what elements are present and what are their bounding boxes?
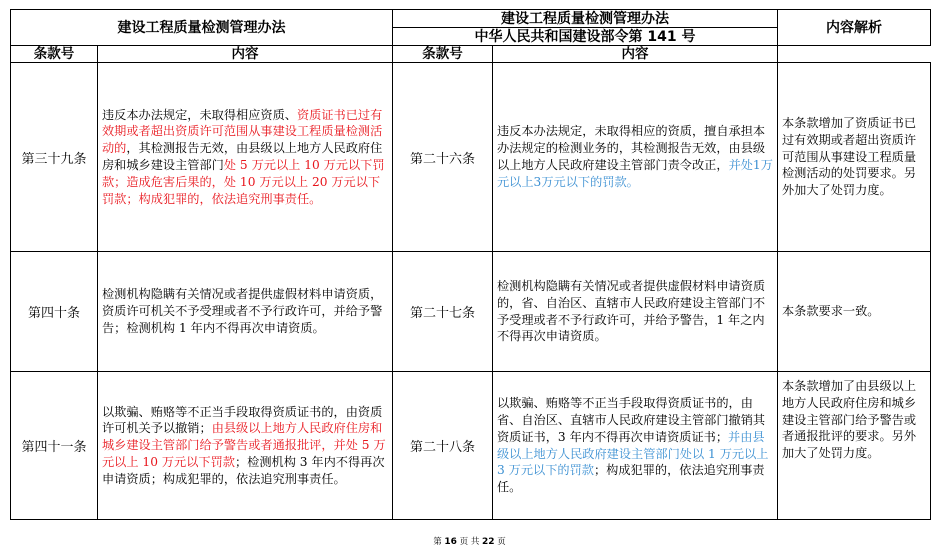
table-row: [11, 63, 931, 252]
page-footer: 第 16 页 共 22 页: [433, 537, 506, 547]
col-header-article-old: 条款号: [393, 46, 493, 63]
col-header-content-new: 内容: [98, 46, 393, 63]
analysis-text: 本条款增加了资质证书已过有效期或者超出资质许可范围从事建设工程质量检测活动的处罚要求。另外加大了处罚力度。: [778, 63, 931, 252]
old-article-number: 第二十八条: [393, 372, 493, 520]
header-row-3: [11, 46, 931, 63]
col-header-content-old: 内容: [493, 46, 778, 63]
new-article-text: 以欺骗、贿赂等不正当手段取得资质证书的，由资质许可机关予以撤销；由县级以上地方人民政府住房和城乡建设主管部门给予警告或者通报批评，并处 5 万元以上 10 万元以下罚款；检测机构 3 年内不得再次申请资质；构成犯罪的，依法追究刑事责任。: [98, 372, 393, 520]
new-article-text: 检测机构隐瞒有关情况或者提供虚假材料申请资质，资质许可机关不予受理或者不予行政许可，并给予警告；检测机构 1 年内不得再次申请资质。: [98, 252, 393, 372]
new-regulation-title: 建设工程质量检测管理办法: [11, 10, 393, 46]
old-article-text: 违反本办法规定，未取得相应的资质，擅自承担本办法规定的检测业务的，其检测报告无效，由县级以上地方人民政府建设主管部门责令改正，并处1万元以上3万元以下的罚款。: [493, 63, 778, 252]
comparison-table: [10, 9, 931, 520]
old-article-text: 检测机构隐瞒有关情况或者提供虚假材料申请资质的，省、自治区、直辖市人民政府建设主管部门不予受理或者不予行政许可，并给予警告，1 年之内不得再次申请资质。: [493, 252, 778, 372]
old-regulation-subtitle: 中华人民共和国建设部令第 141 号: [393, 28, 778, 46]
analysis-text: 本条款要求一致。: [778, 252, 931, 372]
table-row: [11, 372, 931, 520]
analysis-text: 本条款增加了由县级以上地方人民政府住房和城乡建设主管部门给予警告或者通报批评的要求。另外加大了处罚力度。: [778, 372, 931, 520]
page-total: 22: [482, 537, 495, 547]
old-article-number: 第二十六条: [393, 63, 493, 252]
new-article-number: 第四十一条: [11, 372, 98, 520]
analysis-title: 内容解析: [778, 10, 931, 46]
header-row-1: [11, 10, 931, 28]
new-article-text: 违反本办法规定，未取得相应资质、资质证书已过有效期或者超出资质许可范围从事建设工程质量检测活动的，其检测报告无效，由县级以上地方人民政府住房和城乡建设主管部门处 5 万元以上 10 万元以下罚款；造成危害后果的，处 10 万元以上 20 万元以下罚款；构成犯罪的，依法追究刑事责任。: [98, 63, 393, 252]
table-row: [11, 252, 931, 372]
page-number: 16: [444, 537, 457, 547]
col-header-article-new: 条款号: [11, 46, 98, 63]
old-article-number: 第二十七条: [393, 252, 493, 372]
old-regulation-title: 建设工程质量检测管理办法: [393, 10, 778, 28]
new-article-number: 第三十九条: [11, 63, 98, 252]
new-article-number: 第四十条: [11, 252, 98, 372]
old-article-text: 以欺骗、贿赂等不正当手段取得资质证书的，由省、自治区、直辖市人民政府建设主管部门撤销其资质证书，3 年内不得再次申请资质证书；并由县级以上地方人民政府建设主管部门处以 1 万元以上 3 万元以下的罚款；构成犯罪的，依法追究刑事责任。: [493, 372, 778, 520]
